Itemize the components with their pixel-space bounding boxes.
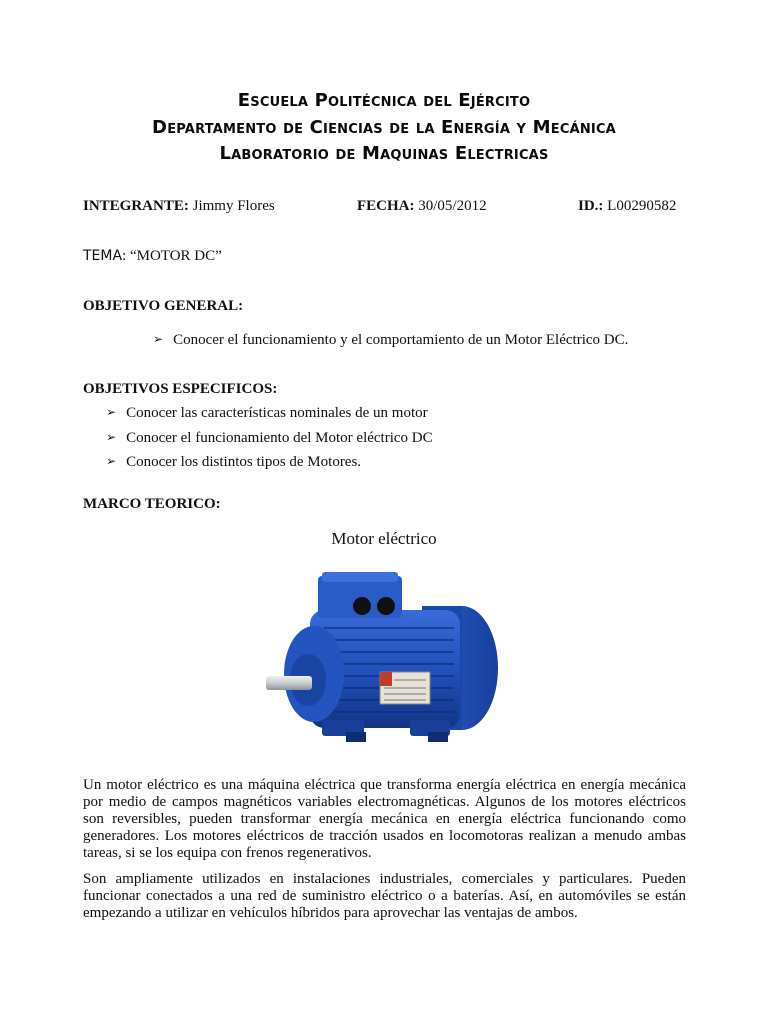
objetivo-especifico-text-1: Conocer las características nominales de un motor xyxy=(126,405,428,421)
integrante-label: INTEGRANTE: xyxy=(83,198,189,214)
motor-electrico-title: Motor eléctrico xyxy=(331,529,437,548)
objetivo-especifico-item xyxy=(106,429,433,447)
tema-line xyxy=(83,247,222,265)
paragraph-1: Un motor eléctrico es una máquina eléctrica que transforma energía eléctrica en energía mecánica por medio de campos magnéticos variables electromagnéticas. Algunos de los motores eléctricos son reversibles, pueden transformar energía mecánica en energía eléctrica funcionando como generadores. Los motores eléctricos de tracción usados en locomotoras realizan a menudo ambas tareas, si se los equipa con frenos regenerativos. xyxy=(83,777,686,861)
arrow-bullet-icon: ➢ xyxy=(153,332,164,346)
tema-label: TEMA xyxy=(83,248,123,264)
objetivo-general-heading: OBJETIVO GENERAL: xyxy=(83,298,244,314)
objetivo-especifico-item xyxy=(106,453,361,471)
fecha-value: 30/05/2012 xyxy=(414,198,487,214)
fecha-label: FECHA: xyxy=(357,198,415,214)
fecha-field xyxy=(357,197,487,215)
objetivo-general-item-text: Conocer el funcionamiento y el comportamiento de un Motor Eléctrico DC. xyxy=(173,332,629,348)
marco-teorico-heading: MARCO TEORICO: xyxy=(83,496,221,512)
id-field xyxy=(578,197,676,215)
id-value: L00290582 xyxy=(603,198,677,214)
integrante-field xyxy=(83,197,275,215)
header-line-2: Departamento de Ciencias de la Energía y Mecánica xyxy=(152,117,616,138)
arrow-bullet-icon: ➢ xyxy=(106,405,117,419)
header-line-1: Escuela Politécnica del Ejército xyxy=(237,90,531,111)
arrow-bullet-icon: ➢ xyxy=(106,430,117,444)
tema-value: : “MOTOR DC” xyxy=(122,248,222,264)
id-label: ID.: xyxy=(578,198,604,214)
objetivo-general-item xyxy=(153,331,628,349)
paragraph-2: Son ampliamente utilizados en instalaciones industriales, comerciales y particulares. Pueden funcionar conectados a una red de suministro eléctrico o a baterías. Así, en automóviles se están empezando a utilizar en vehículos híbridos para aprovechar las ventajas de ambos. xyxy=(83,871,686,921)
arrow-bullet-icon: ➢ xyxy=(106,454,117,468)
integrante-value: Jimmy Flores xyxy=(188,198,275,214)
electric-motor-image xyxy=(262,570,508,756)
objetivo-especifico-text-3: Conocer los distintos tipos de Motores. xyxy=(126,454,362,470)
objetivo-especifico-text-2: Conocer el funcionamiento del Motor eléctrico DC xyxy=(126,430,433,446)
objetivo-especifico-item xyxy=(106,404,428,422)
objetivos-especificos-heading: OBJETIVOS ESPECIFICOS: xyxy=(83,381,278,397)
header-line-3: Laboratorio de Maquinas Electricas xyxy=(219,143,549,164)
